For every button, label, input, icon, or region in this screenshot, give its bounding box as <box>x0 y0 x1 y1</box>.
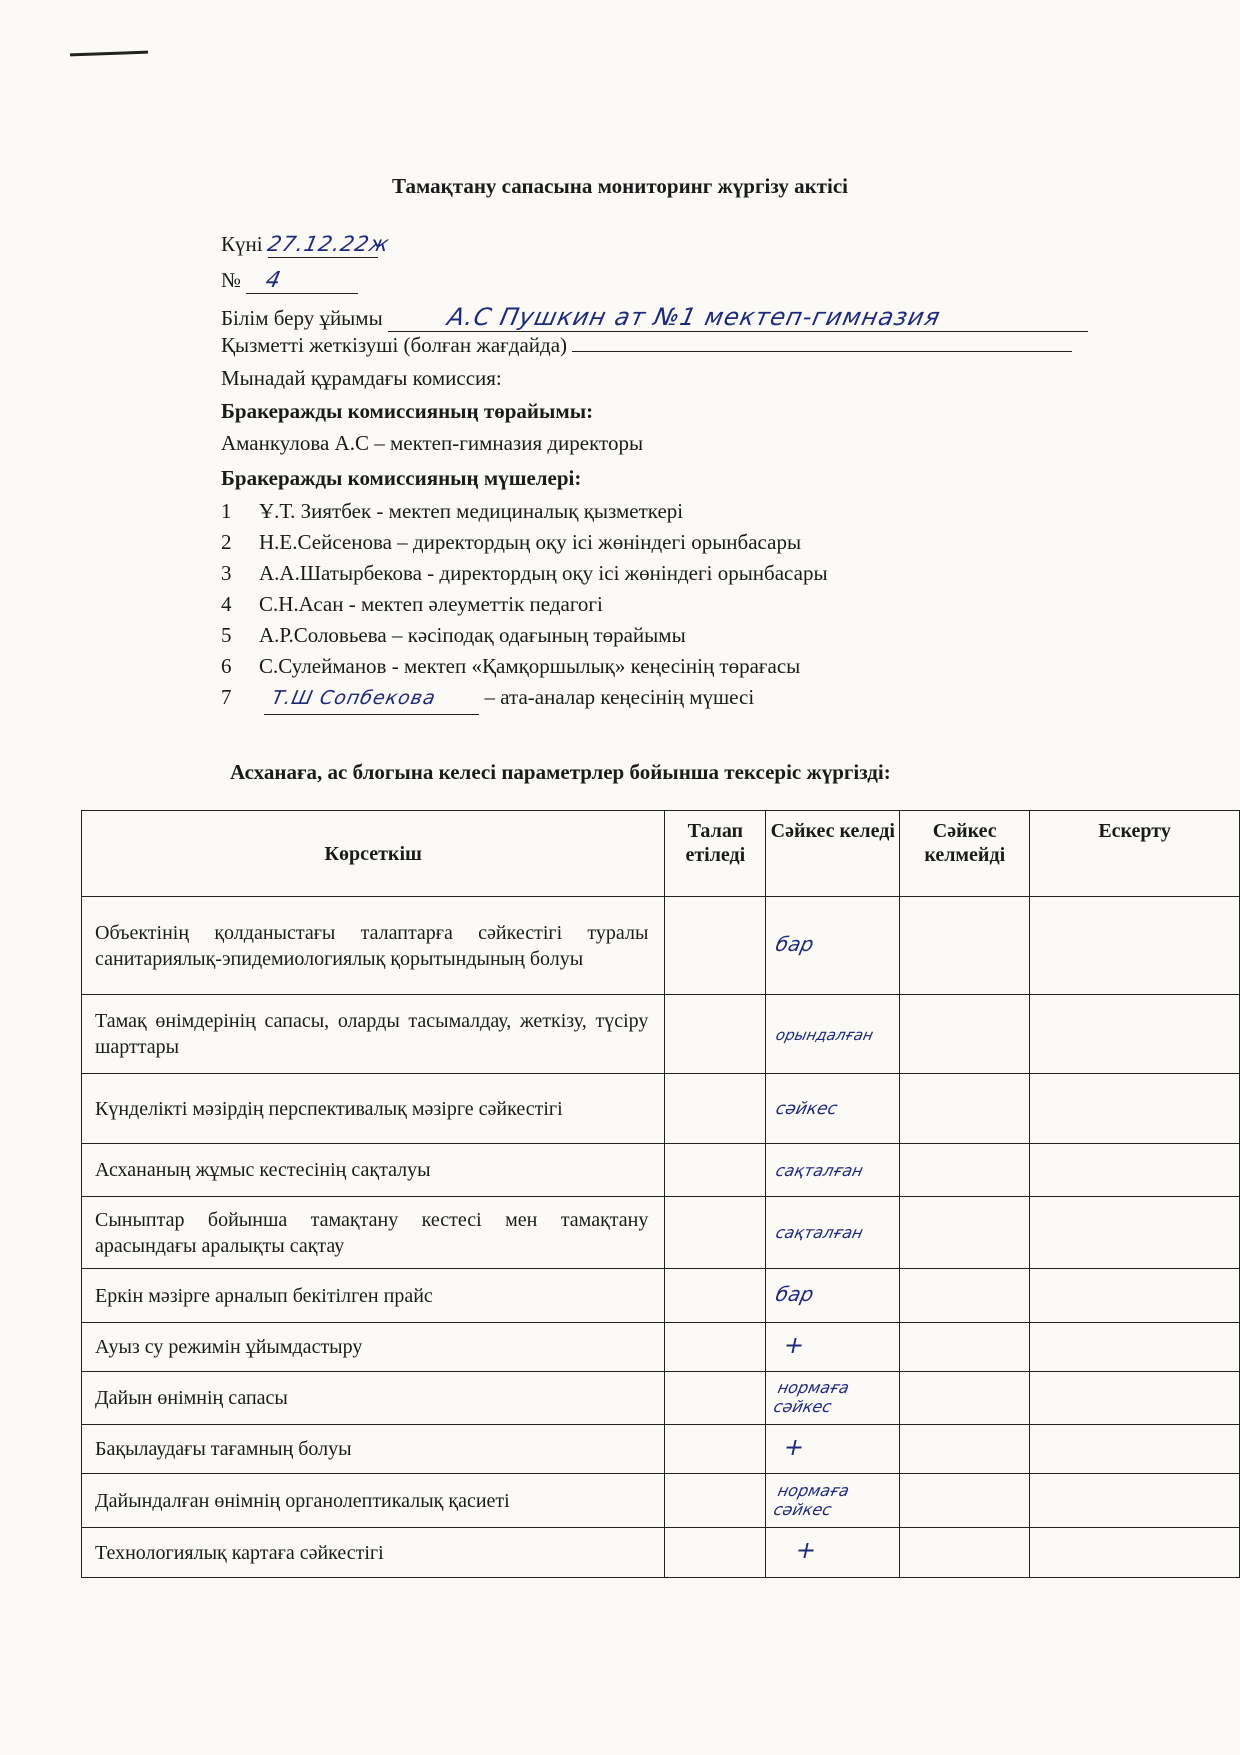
table-header-row <box>82 811 1240 897</box>
member-item: 2 Н.Е.Сейсенова – директордың оқу ісі жөніндегі орынбасары <box>221 530 802 554</box>
organization-line <box>221 303 1088 332</box>
organization-label: Білім беру ұйымы <box>221 306 383 330</box>
header-compliant: Сәйкес келеді <box>766 811 900 897</box>
commission-label: Мынадай құрамдағы комиссия: <box>221 366 502 390</box>
date-label: Күні <box>221 232 263 256</box>
members-list <box>221 496 828 713</box>
table-row: Бақылаудағы тағамның болуы + <box>82 1425 1240 1474</box>
member-item: 3 А.А.Шатырбекова - директордың оқу ісі жөніндегі орынбасары <box>221 561 828 585</box>
number-label: № <box>221 268 242 292</box>
organization-value: А.С Пушкин ат №1 мектеп-гимназия <box>444 303 944 331</box>
table-row: Дайындалған өнімнің органолептикалық қасиеті нормаға сәйкес <box>82 1474 1240 1528</box>
header-indicator: Көрсеткіш <box>82 811 665 897</box>
table-row: Ауыз су режимін ұйымдастыру + <box>82 1323 1240 1372</box>
table-row: Асхананың жұмыс кестесінің сақталуы сақталған <box>82 1144 1240 1197</box>
supplier-label: Қызметті жеткізуші (болған жағдайда) <box>221 333 568 357</box>
member-item-7: 7 Т.Ш Сопбекова – ата-аналар кеңесінің мүшесі <box>221 682 828 713</box>
scan-mark <box>70 51 148 57</box>
member7-role: – ата-аналар кеңесінің мүшесі <box>484 685 755 709</box>
header-noncompliant: Сәйкес келмейді <box>900 811 1030 897</box>
member-item: 6 С.Сулейманов - мектеп «Қамқоршылық» кеңесінің төрағасы <box>221 654 801 678</box>
table-row: Тамақ өнімдерінің сапасы, оларды тасымалдау, жеткізу, түсіру шарттары орындалған <box>82 995 1240 1074</box>
table-row: Объектінің қолданыстағы талаптарға сәйкестігі туралы санитариялық-эпидемиологиялық қорытындының болуы бар <box>82 897 1240 995</box>
chair-name: Аманкулова А.С – мектеп-гимназия директоры <box>221 431 644 455</box>
members-heading: Бракеражды комиссияның мүшелері: <box>221 466 582 490</box>
table-row: Күнделікті мәзірдің перспективалық мәзірге сәйкестігі сәйкес <box>82 1074 1240 1144</box>
date-line <box>221 232 392 258</box>
table-row: Технологиялық картаға сәйкестігі + <box>82 1528 1240 1578</box>
table-row: Дайын өнімнің сапасы нормаға сәйкес <box>82 1372 1240 1425</box>
date-value: 27.12.22ж <box>265 232 392 256</box>
inspection-table <box>81 810 1240 1578</box>
table-intro: Асханаға, ас блогына келесі параметрлер бойынша тексеріс жүргізді: <box>230 760 891 784</box>
member-item: 4 С.Н.Асан - мектеп әлеуметтік педагогі <box>221 592 603 616</box>
supplier-line <box>221 333 1072 358</box>
member7-signature: Т.Ш Сопбекова <box>270 687 439 709</box>
table-row: Еркін мәзірге арналып бекітілген прайс бар <box>82 1269 1240 1323</box>
header-note: Ескерту <box>1030 811 1240 897</box>
number-value: 4 <box>263 268 284 293</box>
header-required: Талап етіледі <box>665 811 766 897</box>
member-item: 5 А.Р.Соловьева – кәсіподақ одағының төрайымы <box>221 623 686 647</box>
document-title: Тамақтану сапасына мониторинг жүргізу актісі <box>392 174 848 198</box>
chair-heading: Бракеражды комиссияның төрайымы: <box>221 399 594 423</box>
number-line <box>221 268 358 294</box>
table-row: Сыныптар бойынша тамақтану кестесі мен тамақтану арасындағы аралықты сақтау сақталған <box>82 1197 1240 1269</box>
member-item: 1 Ұ.Т. Зиятбек - мектеп медициналық қызметкері <box>221 499 684 523</box>
